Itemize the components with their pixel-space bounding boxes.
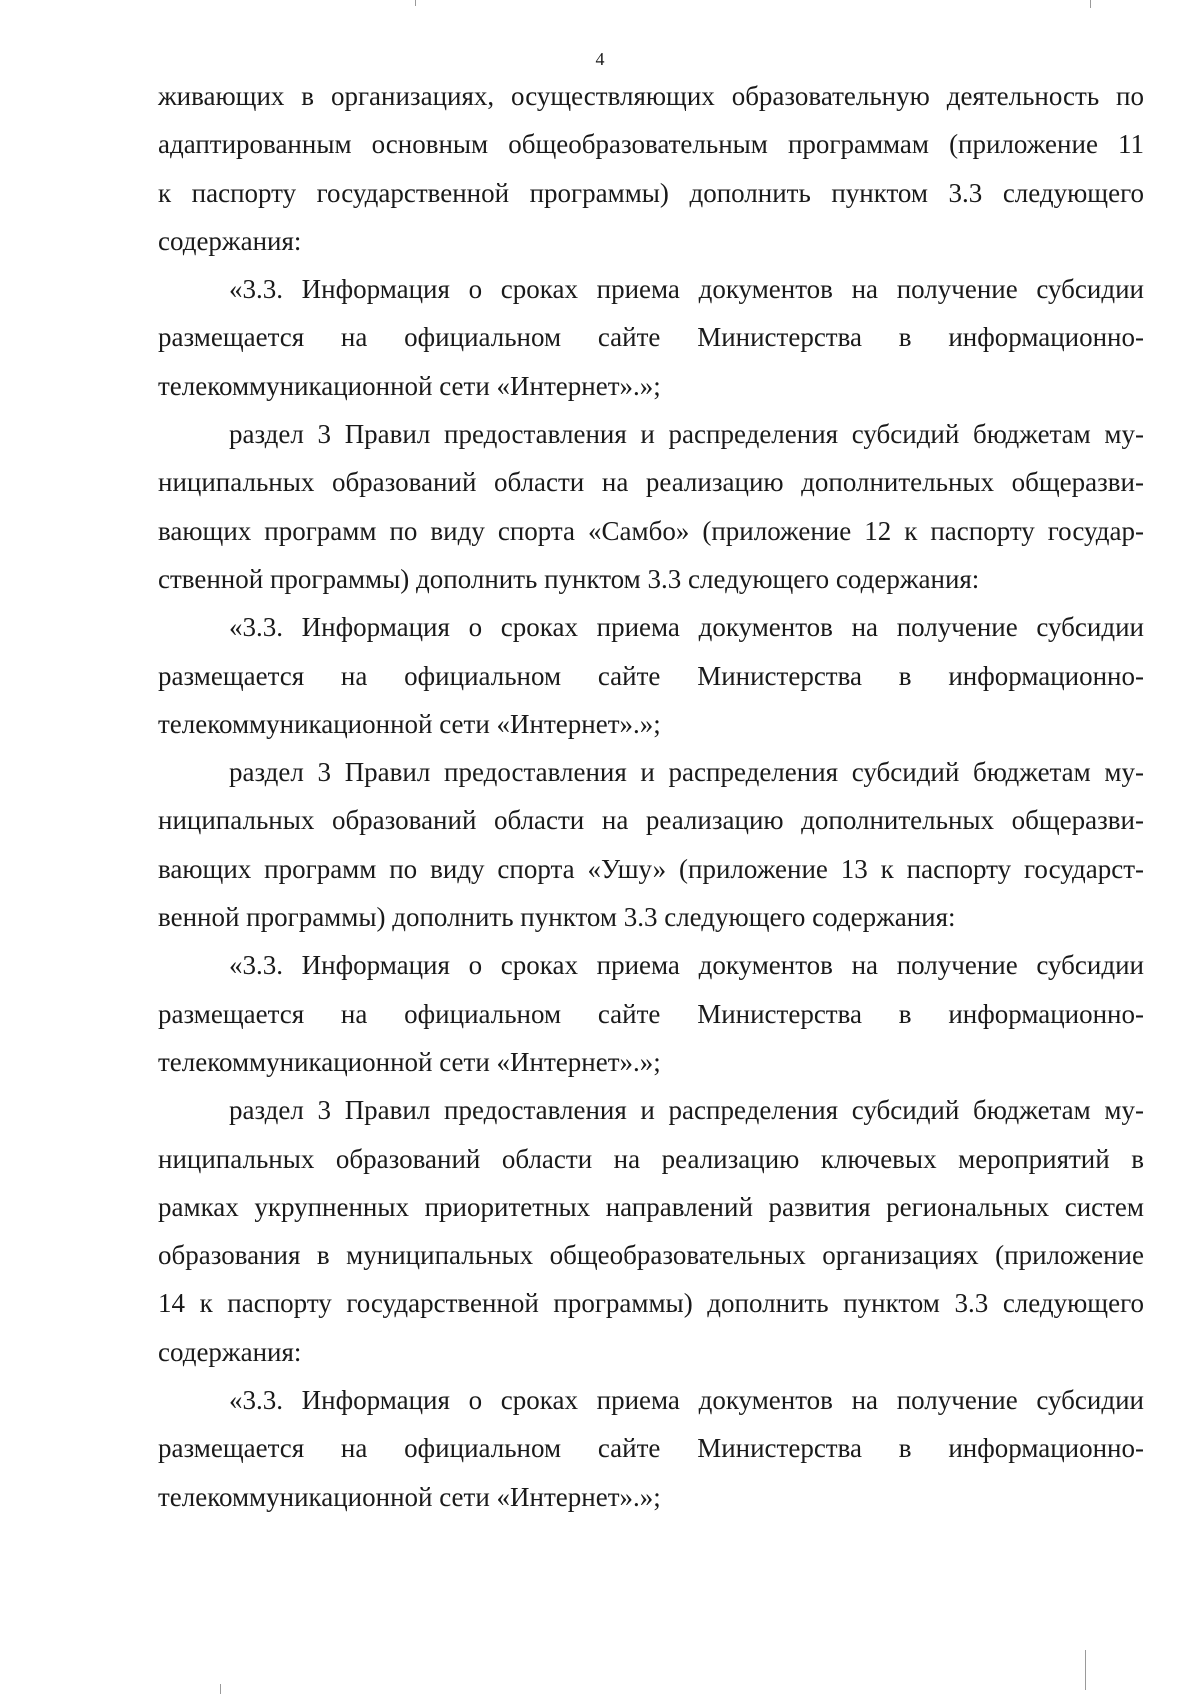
- text-line: раздел 3 Правил предоставления и распределения субсидий бюджетам му-: [229, 1095, 1144, 1126]
- text-line: живающих в организациях, осуществляющих образовательную деятельность по: [158, 81, 1144, 111]
- text-line: размещается на официальном сайте Министерства в информационно-: [158, 998, 1144, 1029]
- text-line: раздел 3 Правил предоставления и распределения субсидий бюджетам му-: [229, 757, 1144, 788]
- text-line: «3.3. Информация о сроках приема документов на получение субсидии: [229, 612, 1144, 643]
- text-line: венной программы) дополнить пунктом 3.3 следующего содержания:: [158, 902, 956, 933]
- text-line: раздел 3 Правил предоставления и распределения субсидий бюджетам му-: [229, 419, 1144, 450]
- text-line: телекоммуникационной сети «Интернет».»;: [158, 370, 661, 401]
- amendment-paragraph: [158, 410, 1144, 603]
- text-line: ниципальных образований области на реализацию дополнительных общеразви-: [158, 467, 1144, 498]
- text-line: 14 к паспорту государственной программы) дополнить пунктом 3.3 следующего: [158, 1288, 1144, 1319]
- text-line: размещается на официальном сайте Министерства в информационно-: [158, 660, 1144, 691]
- text-line: содержания:: [158, 1336, 302, 1367]
- scan-edge-mark: [1090, 0, 1091, 8]
- amendment-paragraph: [158, 1086, 1144, 1376]
- text-line: размещается на официальном сайте Министерства в информационно-: [158, 322, 1144, 353]
- text-line: вающих программ по виду спорта «Самбо» (приложение 12 к паспорту государ-: [158, 515, 1144, 546]
- text-line: вающих программ по виду спорта «Ушу» (приложение 13 к паспорту государст-: [158, 853, 1144, 884]
- text-line: рамках укрупненных приоритетных направлений развития региональных систем: [158, 1191, 1144, 1222]
- text-line: телекоммуникационной сети «Интернет».»;: [158, 1046, 661, 1077]
- page-number: 4: [595, 49, 605, 69]
- quoted-clause: [158, 941, 1144, 1086]
- text-line: к паспорту государственной программы) дополнить пунктом 3.3 следующего: [158, 177, 1144, 208]
- scan-edge-mark: [415, 0, 416, 6]
- quoted-clause: [158, 603, 1144, 748]
- text-line: «3.3. Информация о сроках приема документов на получение субсидии: [229, 274, 1144, 305]
- text-line: ственной программы) дополнить пунктом 3.3 следующего содержания:: [158, 563, 980, 594]
- text-line: ниципальных образований области на реализацию ключевых мероприятий в: [158, 1143, 1144, 1174]
- scan-edge-mark: [220, 1684, 221, 1694]
- document-body: [158, 72, 1144, 1521]
- scan-edge-mark: [1085, 1650, 1086, 1690]
- quoted-clause: [158, 265, 1144, 410]
- text-line: телекоммуникационной сети «Интернет».»;: [158, 708, 661, 739]
- text-line: адаптированным основным общеобразовательным программам (приложение 11: [158, 129, 1144, 160]
- amendment-paragraph: [158, 748, 1144, 941]
- text-line: содержания:: [158, 225, 302, 256]
- text-line: «3.3. Информация о сроках приема документов на получение субсидии: [229, 950, 1144, 981]
- text-line: размещается на официальном сайте Министерства в информационно-: [158, 1433, 1144, 1464]
- text-line: телекоммуникационной сети «Интернет».»;: [158, 1481, 661, 1512]
- text-line: «3.3. Информация о сроках приема документов на получение субсидии: [229, 1385, 1144, 1416]
- paragraph-continuation: [158, 72, 1144, 265]
- text-line: образования в муниципальных общеобразовательных организациях (приложение: [158, 1240, 1144, 1271]
- quoted-clause: [158, 1376, 1144, 1521]
- text-line: ниципальных образований области на реализацию дополнительных общеразви-: [158, 805, 1144, 836]
